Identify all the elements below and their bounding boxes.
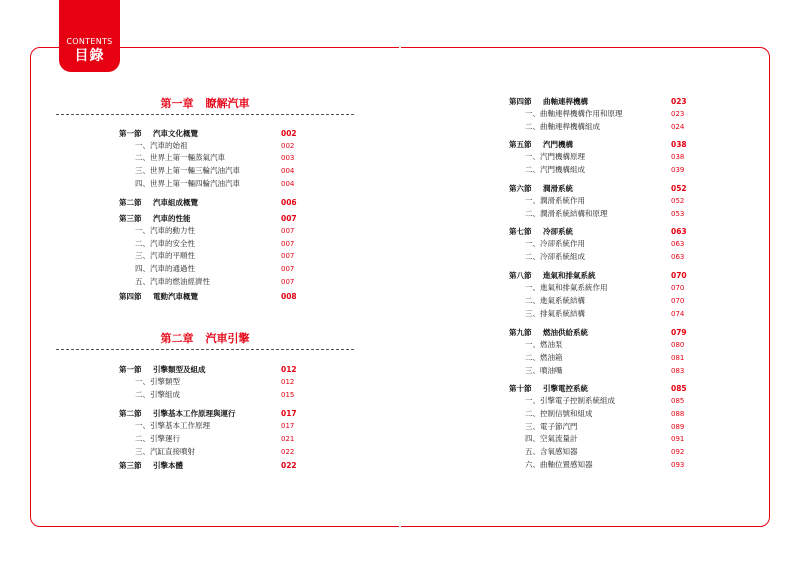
chapter-1-heading[interactable] [56,97,354,111]
subsection-title: 三、電子節汽門 [525,422,578,431]
page-number: 063 [671,240,685,248]
page-number: 083 [671,367,685,375]
subsection-title: 二、世界上第一輛蒸氣汽車 [135,153,225,162]
section-number: 第六節 [509,184,532,193]
section-title: 曲軸連桿機構 [543,97,588,106]
chapter-title: 汽車引擎 [205,332,250,345]
subsection-title: 六、曲軸位置感知器 [525,460,593,469]
section-number: 第九節 [509,328,532,337]
page-number: 015 [281,391,295,399]
page-number: 017 [281,422,295,430]
section-number: 第二節 [119,198,142,207]
chapter-title: 瞭解汽車 [205,97,250,110]
section-title: 引擎電控系統 [543,384,588,393]
contents-tab-en: CONTENTS [66,37,113,46]
chapter-2-heading[interactable] [56,332,354,346]
subsection-title: 四、汽車的通過性 [135,264,195,273]
subsection-title: 五、含氧感知器 [525,447,578,456]
section-title: 引擎本體 [153,461,183,470]
page-number: 012 [281,365,297,374]
page-number: 022 [281,448,295,456]
subsection-title: 二、潤滑系統結構和原理 [525,209,608,218]
chapter-divider [56,114,354,115]
page-number: 012 [281,378,295,386]
section-number: 第二節 [119,409,142,418]
page-number: 022 [281,461,297,470]
page-number: 021 [281,435,295,443]
page-number: 007 [281,252,295,260]
page-number: 089 [671,423,685,431]
subsection-title: 一、冷卻系統作用 [525,239,585,248]
section-number: 第四節 [509,97,532,106]
page-number: 017 [281,409,297,418]
page-number: 052 [671,184,687,193]
page-number: 081 [671,354,685,362]
page-number: 080 [671,341,685,349]
section-number: 第十節 [509,384,532,393]
section-title: 汽門機構 [543,140,573,149]
page-number: 002 [281,142,295,150]
page-number: 002 [281,129,297,138]
section-title: 引擎類型及組成 [153,365,206,374]
section-title: 汽車的性能 [153,214,191,223]
page-number: 023 [671,97,687,106]
page-gutter [399,47,401,527]
contents-tab-zh: 目錄 [74,48,105,64]
page-number: 070 [671,271,687,280]
page-number: 063 [671,227,687,236]
subsection-title: 三、噴油嘴 [525,366,563,375]
subsection-title: 二、冷卻系統組成 [525,252,585,261]
subsection-title: 二、引擎運行 [135,434,180,443]
section-title: 電動汽車概覽 [153,292,198,301]
section-title: 引擎基本工作原理與運行 [153,409,236,418]
subsection-title: 三、排氣系統結構 [525,309,585,318]
subsection-title: 一、曲軸連桿機構作用和原理 [525,109,623,118]
subsection-title: 二、曲軸連桿機構組成 [525,122,600,131]
section-number: 第一節 [119,365,142,374]
section-title: 潤滑系統 [543,184,573,193]
page-number: 004 [281,180,295,188]
chapter-number: 第二章 [160,332,194,345]
contents-tab [59,0,120,72]
section-number: 第五節 [509,140,532,149]
page-number: 007 [281,214,297,223]
page-number: 007 [281,240,295,248]
page-number: 093 [671,461,685,469]
page-number: 007 [281,265,295,273]
page-number: 024 [671,123,685,131]
subsection-title: 一、汽門機構原理 [525,152,585,161]
subsection-title: 一、引擎類型 [135,377,180,386]
section-number: 第七節 [509,227,532,236]
page-number: 023 [671,110,685,118]
subsection-title: 四、世界上第一輛四輪汽油汽車 [135,179,240,188]
section-number: 第八節 [509,271,532,280]
page-number: 007 [281,227,295,235]
chapter-divider [56,349,354,350]
section-number: 第三節 [119,214,142,223]
page-number: 091 [671,435,685,443]
page-number: 085 [671,384,687,393]
section-number: 第一節 [119,129,142,138]
page-number: 085 [671,397,685,405]
chapter-number: 第一章 [160,97,194,110]
subsection-title: 三、汽缸直接噴射 [135,447,195,456]
subsection-title: 二、汽門機構組成 [525,165,585,174]
page-number: 007 [281,278,295,286]
page-number: 004 [281,167,295,175]
subsection-title: 一、汽車的始祖 [135,141,188,150]
page-number: 039 [671,166,685,174]
page-number: 074 [671,310,685,318]
page-number: 003 [281,154,295,162]
subsection-title: 一、潤滑系統作用 [525,196,585,205]
section-title: 汽車組成概覽 [153,198,198,207]
subsection-title: 一、引擎基本工作原理 [135,421,210,430]
subsection-title: 二、汽車的安全性 [135,239,195,248]
section-title: 汽車文化概覽 [153,129,198,138]
subsection-title: 二、引擎組成 [135,390,180,399]
page-number: 092 [671,448,685,456]
subsection-title: 三、汽車的平順性 [135,251,195,260]
page-number: 070 [671,297,685,305]
subsection-title: 四、空氣流量計 [525,434,578,443]
subsection-title: 二、進氣系統結構 [525,296,585,305]
page-number: 070 [671,284,685,292]
subsection-title: 一、汽車的動力性 [135,226,195,235]
subsection-title: 五、汽車的燃油經濟性 [135,277,210,286]
section-title: 冷卻系統 [543,227,573,236]
subsection-title: 三、世界上第一輛三輪汽油汽車 [135,166,240,175]
page-number: 038 [671,140,687,149]
section-title: 燃油供給系統 [543,328,588,337]
page-number: 088 [671,410,685,418]
page-number: 079 [671,328,687,337]
page-number: 008 [281,292,297,301]
section-number: 第三節 [119,461,142,470]
page-number: 053 [671,210,685,218]
subsection-title: 一、進氣和排氣系統作用 [525,283,608,292]
section-title: 進氣和排氣系統 [543,271,596,280]
subsection-title: 二、燃油箱 [525,353,563,362]
subsection-title: 一、燃油泵 [525,340,563,349]
page-number: 063 [671,253,685,261]
subsection-title: 一、引擎電子控制系統組成 [525,396,615,405]
page-number: 006 [281,198,297,207]
subsection-title: 二、控制信號和組成 [525,409,593,418]
page-number: 052 [671,197,685,205]
section-number: 第四節 [119,292,142,301]
page-number: 038 [671,153,685,161]
